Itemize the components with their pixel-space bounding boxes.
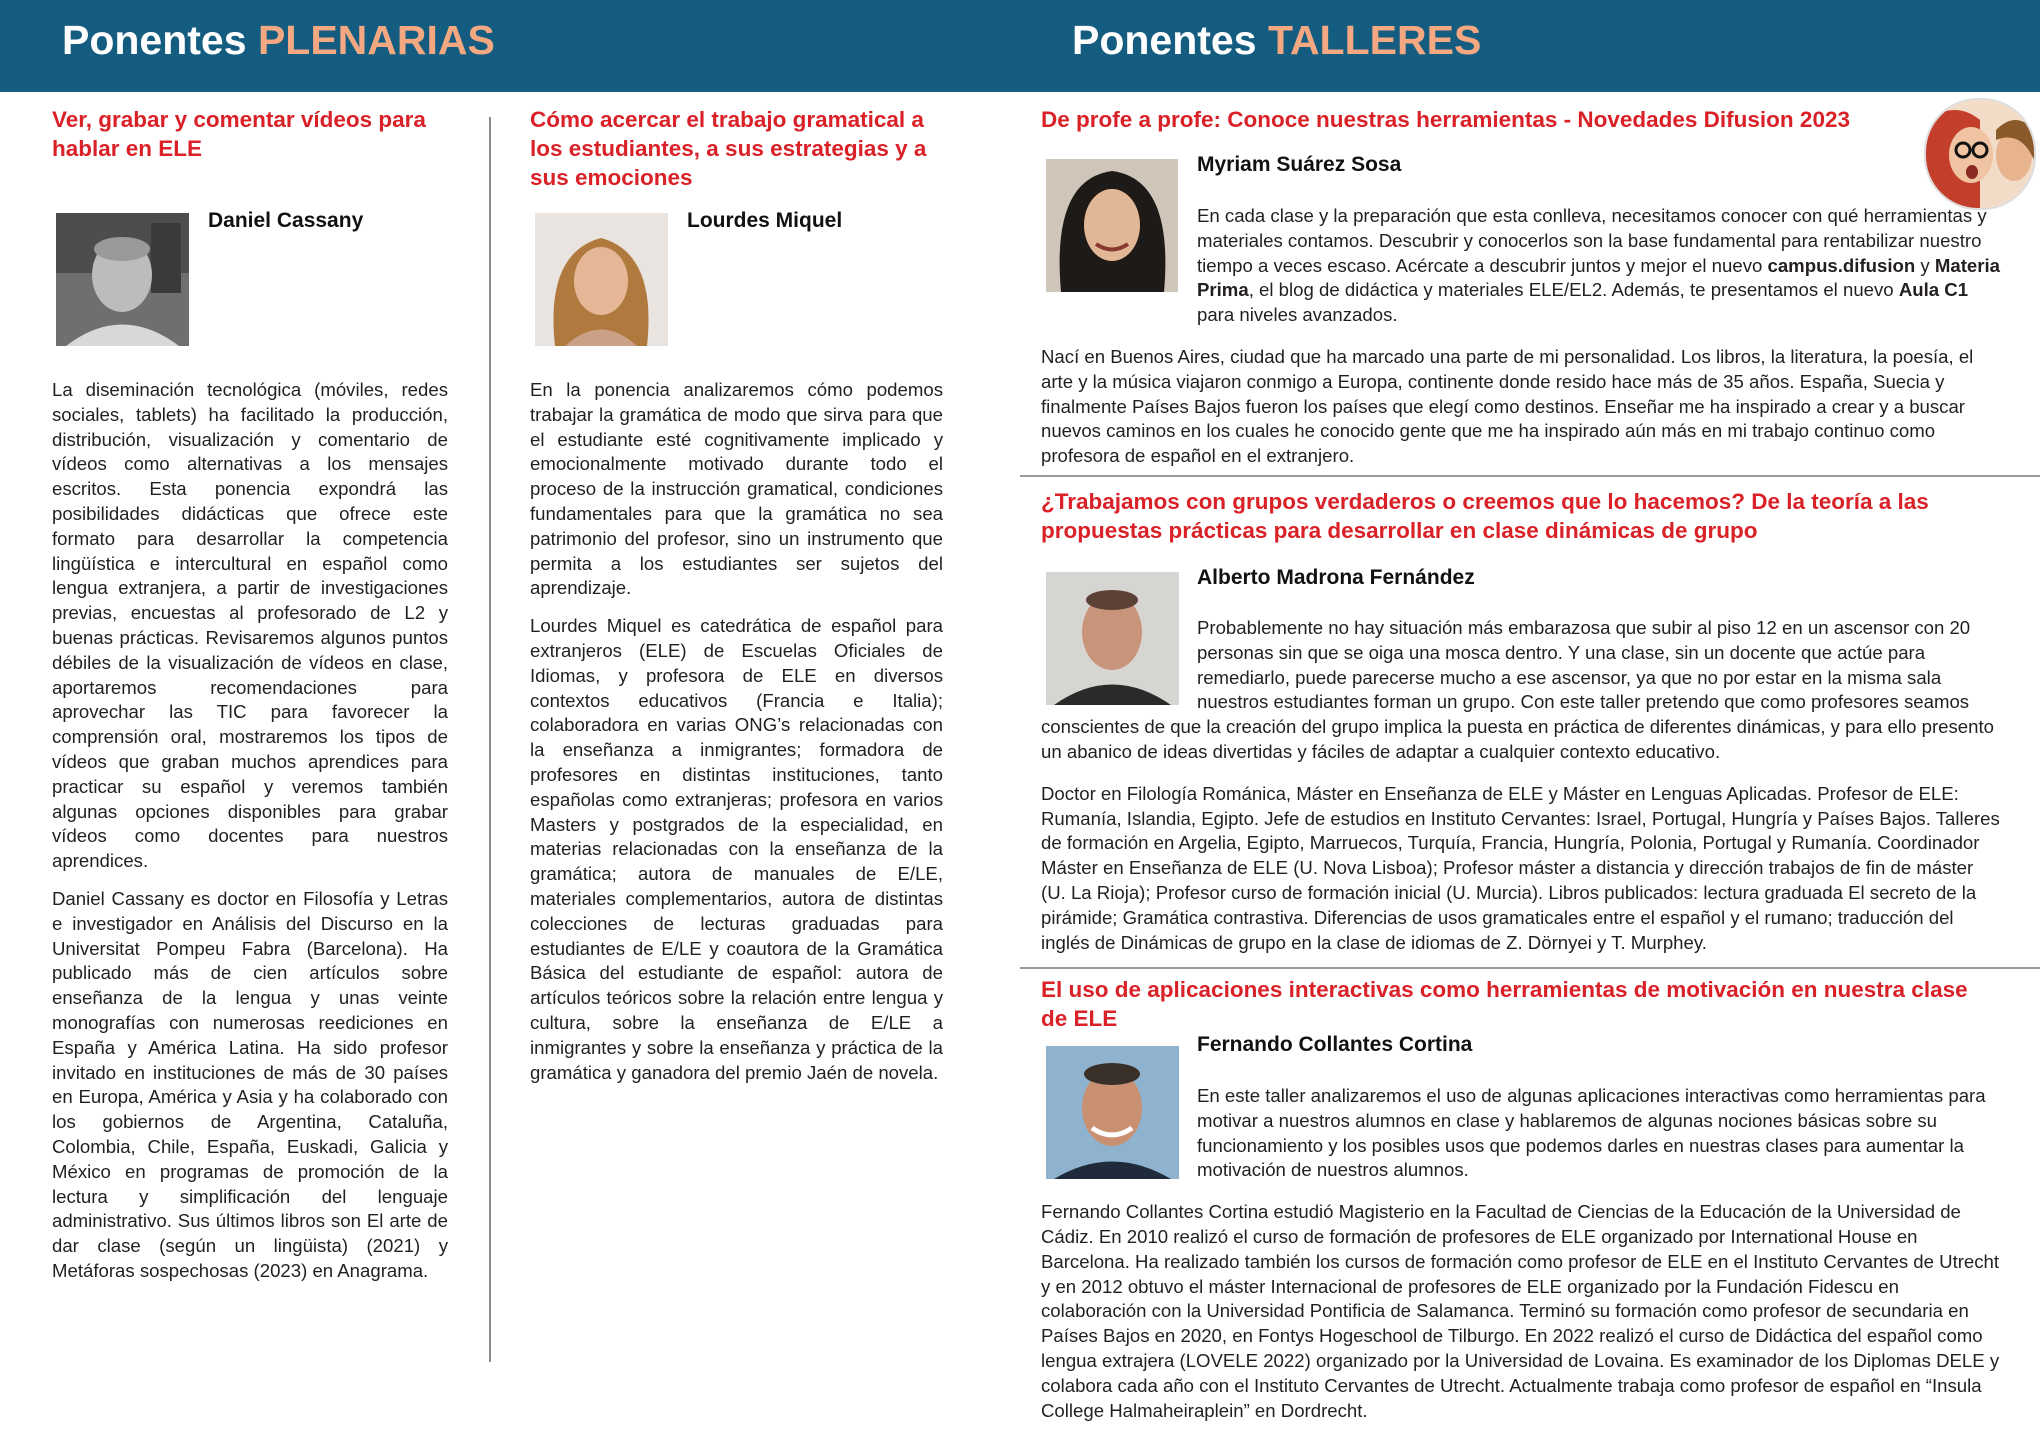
plenaria-2-photo <box>535 213 668 346</box>
taller-2-title: ¿Trabajamos con grupos verdaderos o creemos que lo hacemos? De la teoría a las propuestas prácticas para desarrollar en clase dinámicas de grupo <box>1041 489 1929 543</box>
taller-3-title: El uso de aplicaciones interactivas como herramientas de motivación en nuestra clase de ELE <box>1041 977 1968 1031</box>
taller-1-abstract-c: y <box>1915 254 1935 276</box>
plenaria-2-abstract: En la ponencia analizaremos cómo podemos trabajar la gramática de modo que sirva para que el estudiante esté cognitivamente implicado y emocionalmente motivado durante todo el proceso de la instrucción gramatical, condiciones fundamentales para que la gramática no sea patrimonio del profesor, sino un instrumento que permita a los estudiantes ser sujetos del aprendizaje. <box>530 379 943 599</box>
plenaria-1-photo <box>56 213 189 346</box>
talleres-badge-photo <box>1924 98 2036 210</box>
taller-2-speaker: Alberto Madrona Fernández <box>1197 566 1475 589</box>
taller-3-bio: Fernando Collantes Cortina estudió Magisterio en la Facultad de Ciencias de la Educación de la Universidad de Cádiz. En 2010 realizó el curso de formación de profesores de ELE organizado por International House en Barcelona. Ha realizado también los cursos de formación como profesor de ELE en el Instituto Cervantes de Utrecht y en 2012 obtuvo el máster Internacional de profesores de ELE organizado por la Fundación Fidescu en colaboración con la Universidad Pontificia de Salamanca. Terminó su formación como profesor de secundaria en Países Bajos en 2020, en Fontys Hogeschool de Tilburgo. En 2022 realizó el curso de Didáctica del español como lengua extrajera (LOVELE 2022) organizado por la Universidad de Lovaina. Es examinador de los Diplomas DELE y colabora cada año con el Instituto Cervantes de Utrecht. Actualmente trabaja como profesor de español en “Insula College Halmaheiraplein” en Dordrecht. <box>1041 1201 2000 1421</box>
taller-divider-1 <box>1020 475 2040 477</box>
taller-3-speaker: Fernando Collantes Cortina <box>1197 1033 1473 1056</box>
taller-3-photo-spacer <box>1041 1084 1197 1194</box>
plenaria-2-body <box>530 378 943 1098</box>
taller-divider-2 <box>1020 967 2040 969</box>
talleres-heading-accent: TALLERES <box>1267 17 1482 63</box>
plenaria-2-speaker: Lourdes Miquel <box>687 209 843 232</box>
taller-1-speaker: Myriam Suárez Sosa <box>1197 153 1402 176</box>
taller-1-abstract-g: para niveles avanzados. <box>1197 304 1398 326</box>
column-divider <box>489 117 491 1362</box>
plenaria-1-bio: Daniel Cassany es doctor en Filosofía y Letras e investigador en Análisis del Discurso en la Universitat Pompeu Fabra (Barcelona). Ha publicado más de cien artículos sobre enseñanza de la lengua y unas veinte monografías con numerosas reediciones en España y América Latina. Ha sido profesor invitado en instituciones de más de 30 países en Europa, América y Asia y ha colaborado con los gobiernos de Argentina, Cataluña, Colombia, Chile, España, Euskadi, Galicia y México en programas de promoción de la lectura y simplificación del lenguaje administrativo. Sus últimos libros son El arte de dar clase (según un lingüista) (2021) y Metáforas sospechosas (2023) en Anagrama. <box>52 887 448 1281</box>
plenarias-heading <box>62 18 495 63</box>
taller-3-abstract: En este taller analizaremos el uso de algunas aplicaciones interactivas como herramientas para motivar a nuestros alumnos en clase y hablaremos de algunas nociones básicas sobre su funcionamiento y los posibles usos que podemos darles en nuestras clases para aumentar la motivación de nuestros alumnos. <box>1197 1085 1986 1181</box>
plenarias-heading-accent: PLENARIAS <box>257 17 495 63</box>
talleres-heading <box>1072 18 1481 63</box>
materia-prima-label: Materia Prima <box>1197 254 2000 301</box>
talleres-heading-prefix: Ponentes <box>1072 17 1268 63</box>
taller-1-abstract-a: En cada clase y la preparación que esta conlleva, necesitamos conocer con qué herramientas y materiales contamos. Descubrir y conocerlos son la base fundamental para rentabilizar nuestro tiempo a veces escaso. Acércate a descubrir juntos y mejor el nuevo <box>1197 205 1987 276</box>
taller-1-bio: Nací en Buenos Aires, ciudad que ha marcado una parte de mi personalidad. Los libros, la literatura, la poesía, el arte y la música viajaron conmigo a Europa, continente donde resido hace más de 35 años. España, Suecia y finalmente Países Bajos fueron los países que elegí como destinos. Enseñar me ha inspirado a crear y a buscar nuevos caminos en los cuales he conocido gente que me ha inspirado aún más en mi trabajo continuo como profesora de español en el extranjero. <box>1041 345 1974 467</box>
taller-1-title: De profe a profe: Conoce nuestras herramientas - Novedades Difusion 2023 <box>1041 107 1850 132</box>
plenaria-2-title: Cómo acercar el trabajo gramatical a los estudiantes, a sus estrategias y a sus emociones <box>530 107 927 190</box>
plenaria-1-title: Ver, grabar y comentar vídeos para hablar en ELE <box>52 107 426 161</box>
header-banner <box>0 0 2040 92</box>
plenaria-1-body <box>52 378 448 1297</box>
taller-2-abstract: Probablemente no hay situación más embarazosa que subir al piso 12 en un ascensor con 20 personas sin que se oiga una mosca dentro. Y una clase, sin un docente que actúe para remediarlo, puede parecerse mucho a ese ascensor, ya que no por estar en la misma sala nuestros estudiantes forman un grupo. Con este taller pretendo que como profesores seamos conscientes de que la creación del grupo implica la puesta en práctica de diferentes dinámicas, y para ello presento un abanico de ideas divertidas y fáciles de adaptar a cualquier contexto educativo. <box>1041 617 1994 762</box>
taller-2-body <box>1041 616 2001 972</box>
plenaria-1-speaker: Daniel Cassany <box>208 209 364 232</box>
taller-2-photo-spacer <box>1041 616 1197 708</box>
plenaria-2-bio: Lourdes Miquel es catedrática de español para extranjeros (ELE) de Escuelas Oficiales de Idiomas, y profesora de ELE en diversos contextos educativos (Francia e Italia); colaboradora en varias ONG’s relacionadas con la enseñanza a inmigrantes; formadora de profesores en distintas instituciones, tanto españolas como extranjeras; profesora en varios Masters y postgrados de la especialidad, en materias relacionadas con la enseñanza de la gramática; autora de manuales de E/LE, materiales complementarios, autora de distintas colecciones de lecturas graduadas para estudiantes de E/LE y coautora de la Gramática Básica del estudiante de español: autora de artículos teóricos sobre la relación entre lengua y cultura, sobre la enseñanza de E/LE a inmigrantes y sobre la enseñanza y práctica de la gramática y ganadora del premio Jaén de novela. <box>530 615 943 1083</box>
aula-c1-label: Aula C1 <box>1898 279 1969 301</box>
plenaria-1-abstract: La diseminación tecnológica (móviles, redes sociales, tablets) ha facilitado la producción, distribución, visualización y comentario de vídeos como alternativas a los mensajes escritos. Esta ponencia expondrá las posibilidades didácticas que ofrece este formato para desarrollar la competencia lingüística e intercultural en español como lengua extranjera, a partir de investigaciones previas, encuestas al profesorado de L2 y buenas prácticas. Revisaremos algunos puntos débiles de la visualización de vídeos en clase, aportaremos recomendaciones para aprovechar las TIC para favorecer la comprensión oral, mostraremos los tipos de vídeos que graban muchos aprendices para practicar su español y veremos también algunas opciones disponibles para grabar vídeos como docentes para nuestros aprendices. <box>52 379 448 872</box>
taller-2-bio: Doctor en Filología Románica, Máster en Enseñanza de ELE y Máster en Lenguas Aplicadas. Profesor de ELE: Rumanía, Islandia, Egipto. Jefe de estudios en Instituto Cervantes: Israel, Portugal, Hungría y Países Bajos. Talleres de formación en Argelia, Egipto, Marruecos, Turquía, Francia, Hungría, Polonia, Portugal y Rumanía. Coordinador Máster en Enseñanza de ELE (U. Nova Lisboa); Profesor máster a distancia y dirección trabajos de fin de máster (U. La Rioja); Profesor curso de formación inicial (U. Murcia). Libros publicados: lectura graduada El secreto de la pirámide; Gramática contrastiva. Diferencias de usos gramaticales entre el español y el rumano; traducción del inglés de Dinámicas de grupo en la clase de idiomas de Z. Dörnyei y T. Murphey. <box>1041 782 2000 953</box>
campus-difusion-label: campus.difusion <box>1767 254 1916 276</box>
taller-1-photo-spacer <box>1041 204 1197 316</box>
taller-3-body <box>1041 1084 2001 1440</box>
taller-1-abstract-e: , el blog de didáctica y materiales ELE/EL2. Además, te presentamos el nuevo <box>1248 279 1899 301</box>
taller-1-body <box>1041 204 2001 486</box>
plenarias-heading-prefix: Ponentes <box>62 17 258 63</box>
